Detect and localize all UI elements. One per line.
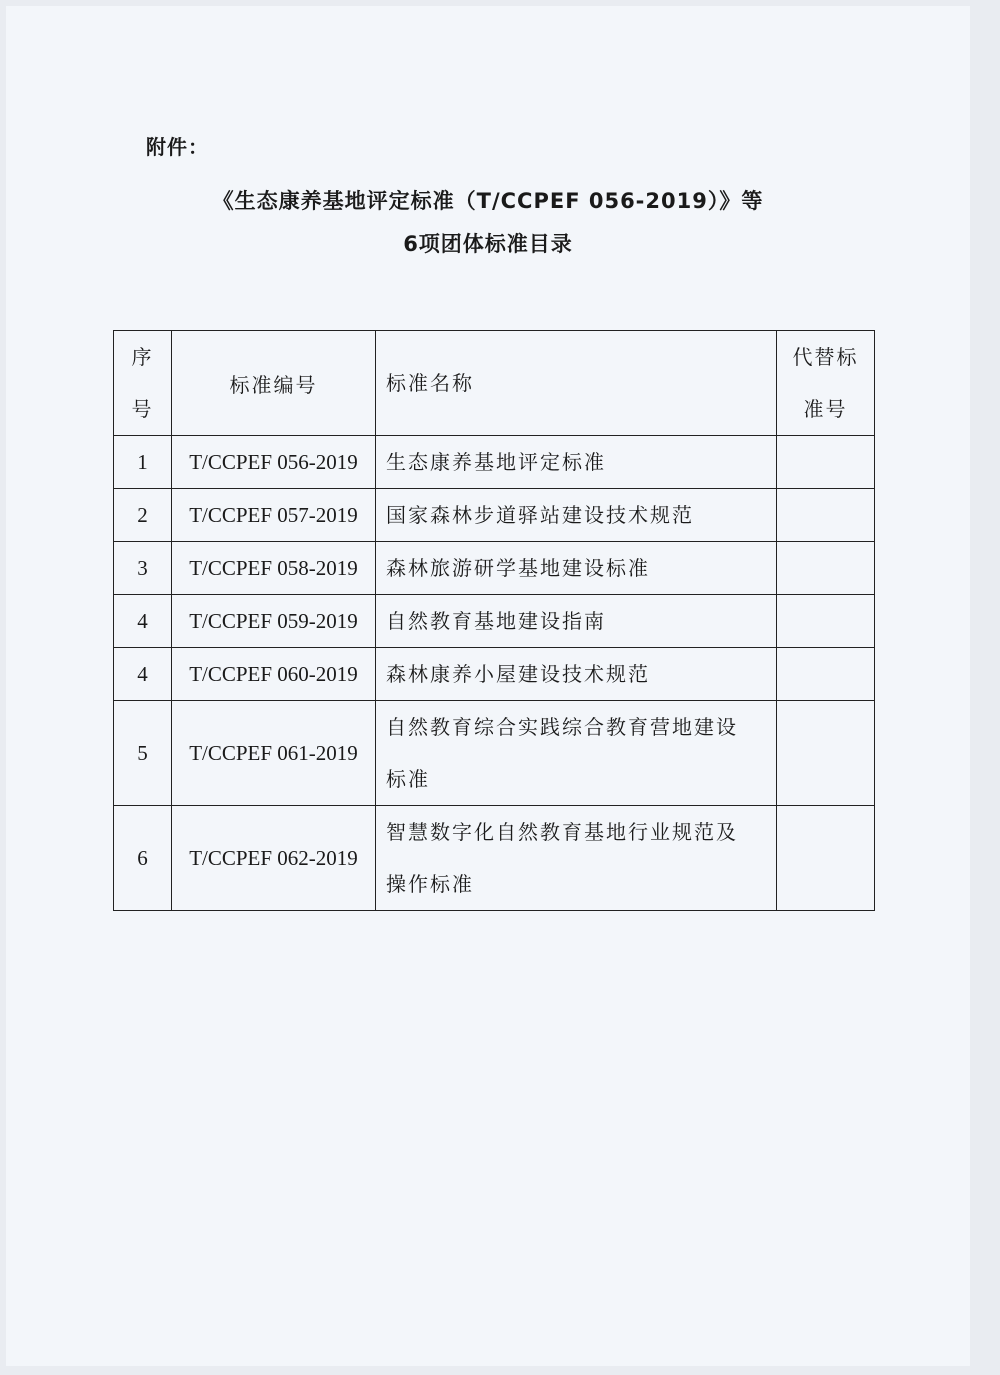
document-title-line-1: 《生态康养基地评定标准（T/CCPEF 056-2019）》等 xyxy=(212,189,764,213)
row-serial: 1 xyxy=(114,436,172,489)
row-code: T/CCPEF 058-2019 xyxy=(172,542,376,595)
row-name: 自然教育综合实践综合教育营地建设 标准 xyxy=(376,701,777,806)
table-row xyxy=(114,806,875,911)
row-replace xyxy=(777,806,875,911)
row-name: 国家森林步道驿站建设技术规范 xyxy=(376,489,777,542)
row-replace xyxy=(777,489,875,542)
row-name: 森林旅游研学基地建设标准 xyxy=(376,542,777,595)
row-name: 生态康养基地评定标准 xyxy=(376,436,777,489)
row-serial: 2 xyxy=(114,489,172,542)
document-title-line-2: 6项团体标准目录 xyxy=(403,232,573,256)
row-code: T/CCPEF 061-2019 xyxy=(172,701,376,806)
table-header-row xyxy=(114,331,875,436)
header-serial-number: 序 号 xyxy=(114,331,172,436)
table-row xyxy=(114,436,875,489)
row-serial: 4 xyxy=(114,648,172,701)
standards-table xyxy=(113,330,875,911)
table-row xyxy=(114,701,875,806)
row-code: T/CCPEF 062-2019 xyxy=(172,806,376,911)
row-serial: 3 xyxy=(114,542,172,595)
row-code: T/CCPEF 060-2019 xyxy=(172,648,376,701)
attachment-label: 附件： xyxy=(146,135,209,159)
header-standard-code: 标准编号 xyxy=(172,331,376,436)
row-serial: 5 xyxy=(114,701,172,806)
table-row xyxy=(114,542,875,595)
row-serial: 6 xyxy=(114,806,172,911)
row-serial: 4 xyxy=(114,595,172,648)
row-name: 自然教育基地建设指南 xyxy=(376,595,777,648)
row-replace xyxy=(777,595,875,648)
row-code: T/CCPEF 057-2019 xyxy=(172,489,376,542)
row-replace xyxy=(777,648,875,701)
row-replace xyxy=(777,542,875,595)
header-standard-name: 标准名称 xyxy=(376,331,777,436)
row-replace xyxy=(777,436,875,489)
table-row xyxy=(114,489,875,542)
header-replaced-standard: 代替标 准号 xyxy=(777,331,875,436)
table-row xyxy=(114,648,875,701)
row-code: T/CCPEF 059-2019 xyxy=(172,595,376,648)
row-replace xyxy=(777,701,875,806)
row-name: 森林康养小屋建设技术规范 xyxy=(376,648,777,701)
row-code: T/CCPEF 056-2019 xyxy=(172,436,376,489)
table-row xyxy=(114,595,875,648)
row-name: 智慧数字化自然教育基地行业规范及 操作标准 xyxy=(376,806,777,911)
